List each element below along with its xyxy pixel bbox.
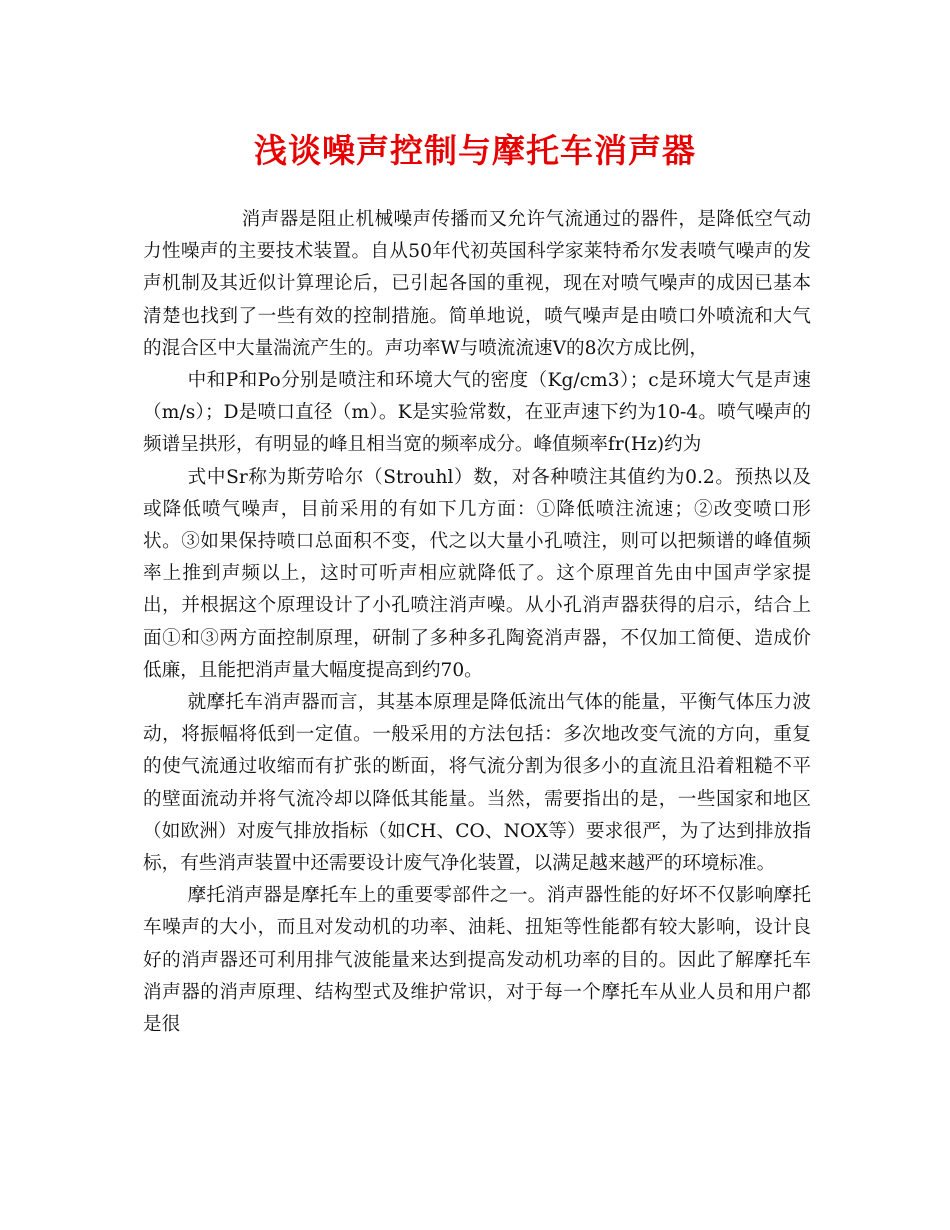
paragraph-muffler-definition: 消声器是阻止机械噪声传播而又允许气流通过的器件，是降低空气动力性噪声的主要技术装置。自从50年代初英国科学家莱特希尔发表喷气噪声的发声机制及其近似计算理论后，已引起各国的重视，现在对喷气噪声的成因已基本清楚也找到了一些有效的控制措施。简单地说，喷气噪声是由喷口外喷流和大气的混合区中大量湍流产生的。声功率W与喷流流速V的8次方成比例，	[143, 209, 811, 359]
paragraph-motorcycle-principle: 就摩托车消声器而言，其基本原理是降低流出气体的能量，平衡气体压力波动，将振幅将低到一定值。一般采用的方法包括：多次地改变气流的方向，重复的使气流通过收缩而有扩张的断面，将气流分割为很多小的直流且沿着粗糙不平的壁面流动并将气流冷却以降低其能量。当然，需要指出的是，一些国家和地区（如欧洲）对废气排放指标（如CH、CO、NOX等）要求很严，为了达到排放指标，有些消声装置中还需要设计废气净化装置，以满足越来越严的环境标准。	[143, 692, 811, 875]
document-body	[143, 204, 811, 1041]
paragraph-density-spectrum: 中和P和Po分别是喷注和环境大气的密度（Kg/cm3）；c是环境大气是声速（m/s）；D是喷口直径（m）。K是实验常数，在亚声速下约为10-4。喷气噪声的频谱呈拱形，有明显的峰且相当宽的频率成分。峰值频率fr(Hz)约为	[143, 370, 811, 456]
paragraph-strouhal-methods: 式中Sr称为斯劳哈尔（Strouhl）数，对各种喷注其值约为0.2。预热以及或降低喷气噪声，目前采用的有如下几方面：①降低喷注流速；②改变喷口形状。③如果保持喷口总面积不变，代之以大量小孔喷注，则可以把频谱的峰值频率上推到声频以上，这时可听声相应就降低了。这个原理首先由中国声学家提出，并根据这个原理设计了小孔喷注消声噪。从小孔消声器获得的启示，结合上面①和③两方面控制原理，研制了多种多孔陶瓷消声器，不仅加工简便、造成价低廉，且能把消声量大幅度提高到约70。	[143, 466, 811, 681]
paragraph-motorcycle-importance: 摩托消声器是摩托车上的重要零部件之一。消声器性能的好坏不仅影响摩托车噪声的大小，而且对发动机的功率、油耗、扭矩等性能都有较大影响，设计良好的消声器还可利用排气波能量来达到提高发动机功率的目的。因此了解摩托车消声器的消声原理、结构型式及维护常识，对于每一个摩托车从业人员和用户都是很	[143, 885, 811, 1036]
document-title: 浅谈噪声控制与摩托车消声器	[254, 131, 696, 170]
